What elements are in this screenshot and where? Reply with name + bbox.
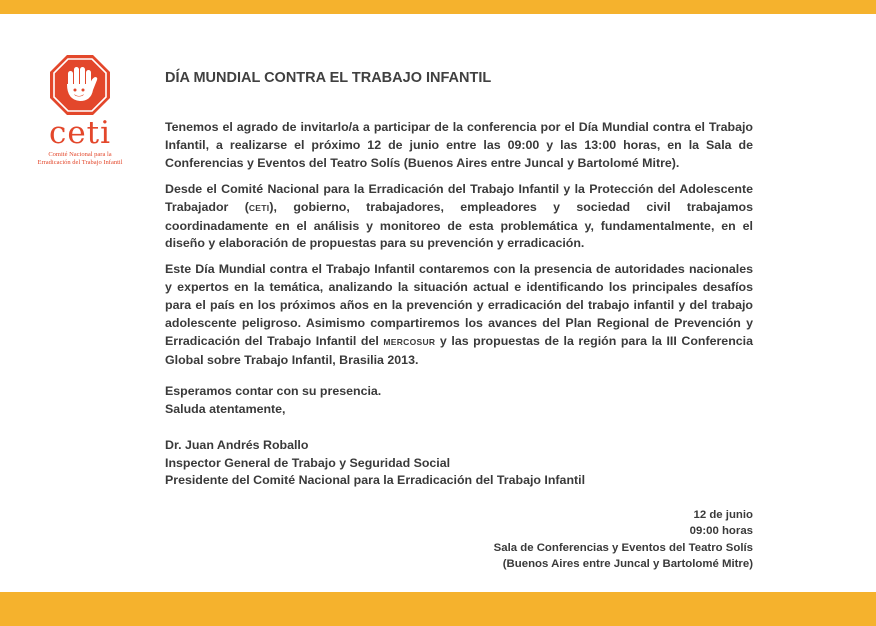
signature-block [165,437,753,491]
logo-subtitle-line-2: Erradicación del Trabajo Infantil [37,159,123,166]
logo-subtitle-line-1: Comité Nacional para la [48,151,112,158]
event-date: 12 de junio [693,509,753,521]
letter-title: DÍA MUNDIAL CONTRA EL TRABAJO INFANTIL [165,70,492,86]
stop-hand-icon [49,54,111,116]
event-venue: Sala de Conferencias y Eventos del Teatro Solís [493,541,753,554]
logo-wordmark: ceti [48,115,112,151]
paragraph-committee-text-a: Desde el Comité Nacional para la Erradicación del Trabajo Infantil y la Protección del Adolescente Trabajador ( [165,181,753,214]
top-accent-bar [0,0,876,14]
closing-line-1: Esperamos contar con su presencia. [165,383,382,398]
signature-title-1: Inspector General de Trabajo y Seguridad Social [165,455,451,470]
bottom-accent-bar [0,592,876,626]
event-details [494,507,753,572]
closing-line-2: Saluda atentamente, [165,401,286,416]
logo-subtitle [30,151,130,167]
paragraph-world-day-text-a: Este Día Mundial contra el Trabajo Infantil contaremos con la presencia de autoridades nacionales y expertos en la temática, analizando la situación actual e identificando los principales desafíos para el país en los próximos años en la prevención y erradicación del trabajo infantil y del trabajo adolescente peligroso. Asimismo compartiremos los avances del Plan Regional de Prevención y Erradicación del Trabajo Infantil del [165,262,753,348]
signature-title-2: Presidente del Comité Nacional para la Erradicación del Trabajo Infantil [165,473,586,488]
mercosur-acronym: MERCOSUR [383,336,436,347]
signature-name: Dr. Juan Andrés Roballo [165,437,309,452]
paragraph-committee-text-b: ), gobierno, trabajadores, empleadores y sociedad civil trabajamos coordinadamente en el análisis y monitoreo de esta problemática y, fundamentalmente, en el diseño y elaboración de propuestas para su prevención y erradicación. [165,199,753,251]
event-time: 09:00 horas [689,525,753,538]
paragraph-committee [165,181,753,254]
paragraph-world-day-text-b: y las propuestas de la región para la III Conferencia Global sobre Trabajo Infantil, Brasilia 2013. [165,333,753,367]
closing [165,383,753,419]
ceti-logo [30,54,130,167]
paragraph-invitation: Tenemos el agrado de invitarlo/a a participar de la conferencia por el Día Mundial contra el Trabajo Infantil, a realizarse el próximo 12 de junio entre las 09:00 y las 13:00 horas, en la Sala de Conferencias y Eventos del Teatro Solís (Buenos Aires entre Juncal y Bartolomé Mitre). [165,120,753,170]
event-address: (Buenos Aires entre Juncal y Bartolomé Mitre) [502,557,753,570]
letter-body [165,68,753,490]
paragraph-world-day [165,261,753,369]
ceti-acronym: CETI [248,202,270,213]
